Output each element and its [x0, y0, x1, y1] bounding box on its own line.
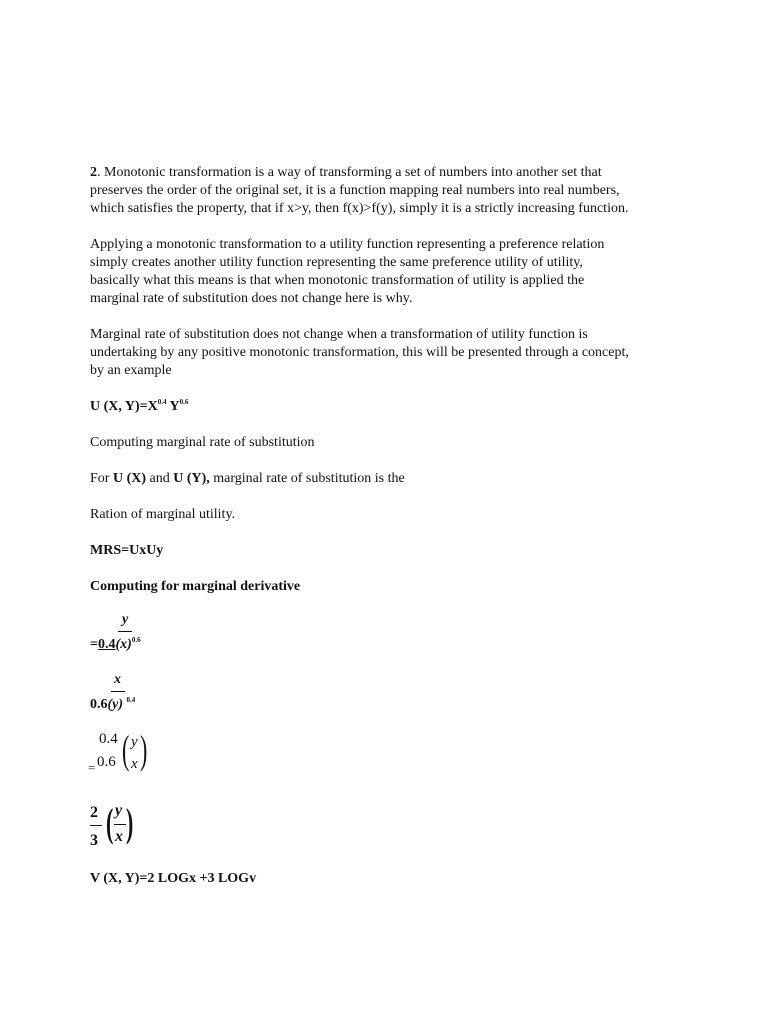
formula-marginal-utility-x: y $=0.4(x)^{0.6}$ [90, 612, 141, 652]
utility-function-equation: U (X, $Y)=X^{0.4}$ $Y^{0.6}$ [90, 398, 189, 414]
fraction-bar [111, 691, 125, 692]
para2-line-2: simply creates another utility function representing the same preference utility of utility, [90, 255, 583, 270]
para2-line-3: basically what this means is that when monotonic transformation of utility is applied the [90, 273, 585, 288]
ration-text: Ration of marginal utility. [90, 507, 236, 522]
para3-line-2: undertaking by any positive monotonic transformation, this will be presented through a concept, [90, 345, 629, 360]
para3-line-3: by an example [90, 363, 172, 378]
computing-derivative-heading: Computing for marginal derivative [90, 579, 301, 594]
intro-paragraph [90, 164, 690, 218]
for-ux-uy-text: For U (X) and U (Y), marginal rate of substitution is the [90, 471, 405, 486]
para2-line-1: Applying a monotonic transformation to a utility function representing a preference relation [90, 237, 605, 252]
v-function-equation: V (X, Y)=2 LOGx +3 LOGv [90, 871, 257, 886]
mrs-equation: MRS=UxUy [90, 543, 164, 558]
intro-line-1: 2. Monotonic transformation is a way of transforming a set of numbers into another set that [90, 165, 602, 180]
intro-line-3: which satisfies the property, that if x>y, then f(x)>f(y), simply it is a strictly increasing function. [90, 201, 629, 216]
fraction-bar [118, 631, 132, 632]
mrs-paragraph [90, 326, 690, 380]
para2-line-4: marginal rate of substitution does not change here is why. [90, 291, 413, 306]
computing-mrs-text: Computing marginal rate of substitution [90, 435, 315, 450]
para3-line-1: Marginal rate of substitution does not change when a transformation of utility function is [90, 327, 588, 342]
monotonic-utility-paragraph [90, 236, 690, 308]
intro-line-2: preserves the order of the original set, it is a function mapping real numbers into real numbers, [90, 183, 620, 198]
formula-marginal-utility-y: x 0.6(y) $^{0.4}$ [90, 672, 136, 712]
formula-ratio-fraction: 2 3 ( y x ) [90, 800, 134, 849]
section-number: 2 [90, 165, 97, 180]
formula-ratio-decimal: 0.4 = 0.6 ( y x ) [88, 727, 148, 775]
fraction-bar [90, 825, 102, 826]
fraction-bar [114, 824, 126, 825]
